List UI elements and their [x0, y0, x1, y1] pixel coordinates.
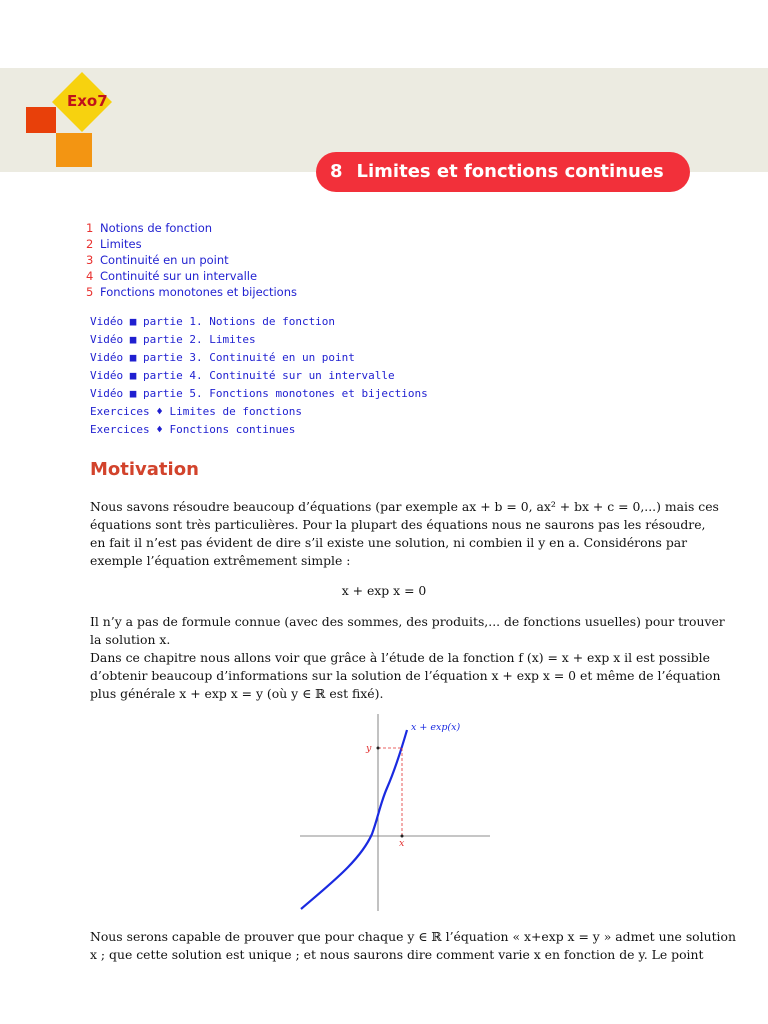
link-label[interactable]: Fonctions continues	[169, 423, 296, 436]
square-icon: ■	[129, 333, 137, 346]
diamond-icon: ♦	[156, 405, 163, 418]
link-label[interactable]: partie 1. Notions de fonction	[143, 315, 336, 328]
toc-item-label[interactable]: Fonctions monotones et bijections	[100, 285, 297, 299]
toc-item-label[interactable]: Notions de fonction	[100, 221, 213, 235]
toc-item[interactable]	[86, 268, 297, 284]
toc-item-number: 2	[86, 237, 94, 251]
resource-links	[90, 313, 428, 439]
table-of-contents	[86, 220, 297, 300]
video-link[interactable]	[90, 331, 428, 349]
text-line: Nous savons résoudre beaucoup d’équations (par exemple ax + b = 0, ax² + bx + c = 0,...) mais ces	[90, 499, 719, 514]
link-label[interactable]: partie 3. Continuité en un point	[143, 351, 355, 364]
text-line: Nous serons capable de prouver que pour chaque y ∈ ℝ l’équation « x+exp x = y » admet une solution	[90, 929, 736, 944]
link-prefix: Vidéo	[90, 351, 124, 364]
text-line: en fait il n’est pas évident de dire s’il existe une solution, ni combien il y en a. Considérons par	[90, 535, 688, 550]
link-label[interactable]: partie 5. Fonctions monotones et bijections	[143, 387, 428, 400]
toc-item-label[interactable]: Continuité en un point	[100, 253, 229, 267]
video-link[interactable]	[90, 313, 428, 331]
square-icon: ■	[129, 351, 137, 364]
text-line: x ; que cette solution est unique ; et nous saurons dire comment varie x en fonction de y. Le point	[90, 947, 704, 962]
toc-item[interactable]	[86, 220, 297, 236]
toc-item-number: 3	[86, 253, 94, 267]
y-label: y	[366, 743, 372, 754]
video-link[interactable]	[90, 349, 428, 367]
point-y	[377, 747, 380, 750]
text-line: exemple l’équation extrêmement simple :	[90, 553, 351, 568]
paragraph-2	[90, 613, 725, 703]
toc-item[interactable]	[86, 252, 297, 268]
exercise-link[interactable]	[90, 403, 428, 421]
toc-item[interactable]	[86, 236, 297, 252]
link-prefix: Exercices	[90, 423, 150, 436]
link-label[interactable]: Limites de fonctions	[169, 405, 302, 418]
link-prefix: Exercices	[90, 405, 150, 418]
function-graph	[290, 706, 500, 918]
text-line: la solution x.	[90, 632, 171, 647]
video-link[interactable]	[90, 385, 428, 403]
exo7-logo-orange-square	[56, 133, 92, 167]
display-equation: x + exp x = 0	[341, 583, 427, 598]
diamond-icon: ♦	[156, 423, 163, 436]
paragraph-3	[90, 928, 736, 964]
section-heading: Motivation	[90, 459, 199, 480]
square-icon: ■	[129, 369, 137, 382]
text-line: plus générale x + exp x = y (où y ∈ ℝ est fixé).	[90, 686, 384, 701]
x-label: x	[399, 838, 405, 849]
paragraph-1	[90, 498, 719, 570]
exo7-logo-text: Exo7	[67, 92, 108, 110]
toc-item-number: 1	[86, 221, 94, 235]
link-prefix: Vidéo	[90, 369, 124, 382]
text-line: Il n’y a pas de formule connue (avec des sommes, des produits,... de fonctions usuelles) pour trouver	[90, 614, 725, 629]
video-link[interactable]	[90, 367, 428, 385]
chapter-title-pill	[316, 152, 690, 192]
chapter-number: 8	[330, 161, 343, 182]
text-line: Dans ce chapitre nous allons voir que grâce à l’étude de la fonction f (x) = x + exp x il est possible	[90, 650, 710, 665]
toc-item-number: 4	[86, 269, 94, 283]
toc-item-number: 5	[86, 285, 94, 299]
link-label[interactable]: partie 2. Limites	[143, 333, 256, 346]
exo7-logo-red-square	[26, 107, 56, 133]
link-prefix: Vidéo	[90, 333, 124, 346]
exercise-link[interactable]	[90, 421, 428, 439]
square-icon: ■	[129, 315, 137, 328]
square-icon: ■	[129, 387, 137, 400]
toc-item-label[interactable]: Limites	[100, 237, 142, 251]
link-prefix: Vidéo	[90, 387, 124, 400]
link-prefix: Vidéo	[90, 315, 124, 328]
link-label[interactable]: partie 4. Continuité sur un intervalle	[143, 369, 395, 382]
chapter-title: Limites et fonctions continues	[356, 161, 664, 182]
toc-item-label[interactable]: Continuité sur un intervalle	[100, 269, 258, 283]
text-line: d’obtenir beaucoup d’informations sur la solution de l’équation x + exp x = 0 et même de l’équation	[90, 668, 721, 683]
toc-item[interactable]	[86, 284, 297, 300]
text-line: équations sont très particulières. Pour la plupart des équations nous ne saurons pas les résoudre,	[90, 517, 706, 532]
curve-x-plus-exp-x	[301, 730, 407, 909]
curve-label: x + exp(x)	[411, 722, 461, 733]
